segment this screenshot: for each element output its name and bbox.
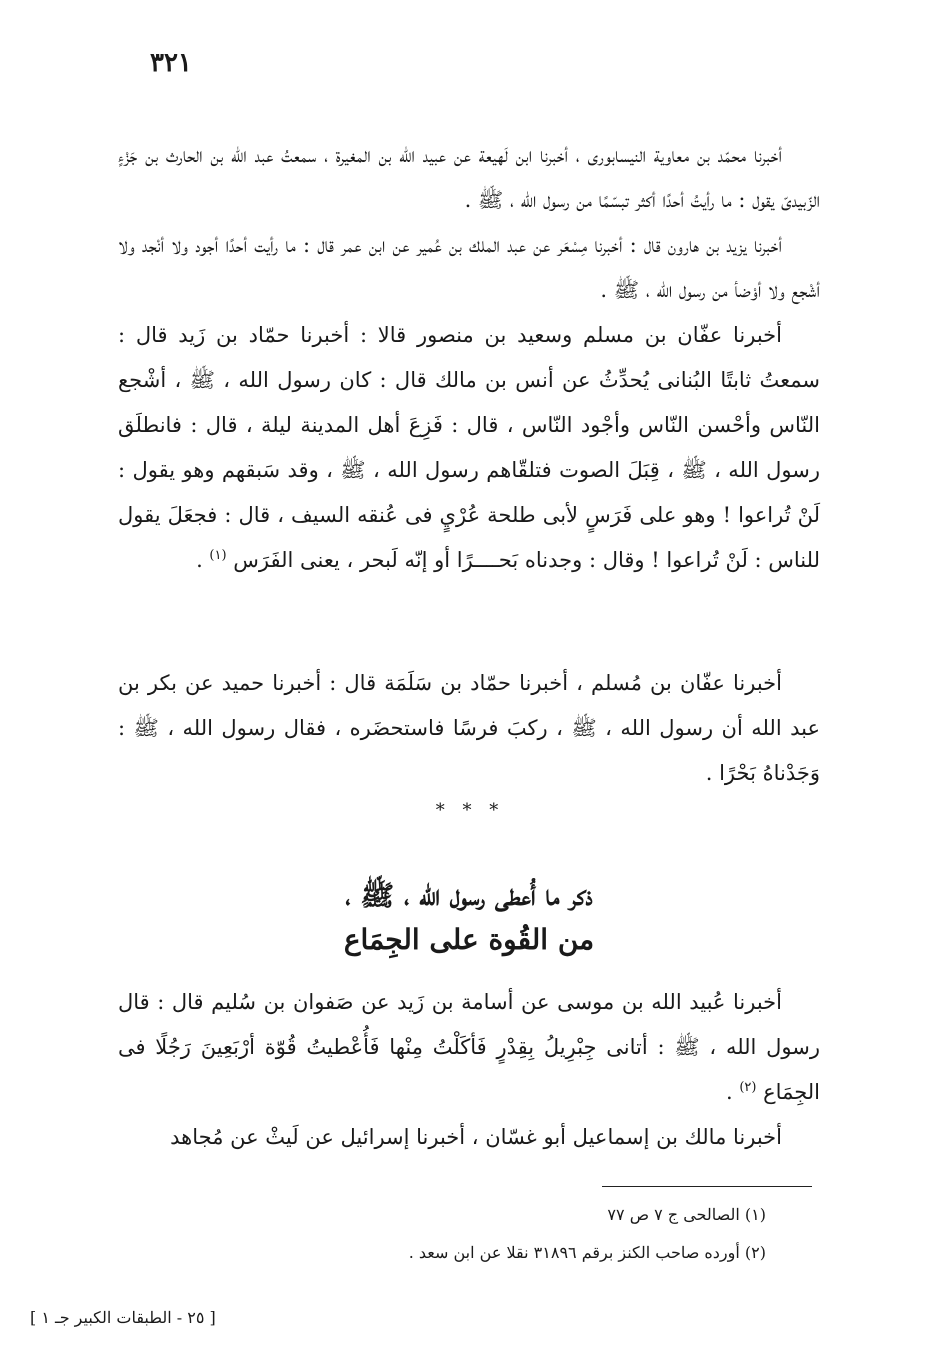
footnote-divider [602,1186,812,1187]
paragraph-text: أخبرنا عفّان بن مسلم وسعيد بن منصور قالا : أخبرنا حمّاد بن زَيد قال : سمعتُ ثابتًا البُنانى يُحدِّثُ عن أنس بن مالك قال : كان رسول الله ، ﷺ ، أشْجع النّاس وأحْسن النّاس وأجْود النّاس ، قال : فَزِعَ أهل المدينة ليلة ، قال : فانطلَق رسول الله ، ﷺ ، قِبَلَ الصوت فتلقّاهم رسول الله ، ﷺ ، وقد سَبقهم وهو يقول : لَنْ تُراعوا ! وهو على فَرَسٍ لأبى طلحة عُرْيٍ فى عُنقه السيف ، قال : فجعَلَ يقول للناس : لَنْ تُراعوا ! وقال : وجدناه بَحــــرًا أو إنّه لَبحر ، يعنى الفَرَس [118,323,820,572]
page-number: ٣٢١ [150,48,192,78]
section-ornament: * * * [435,800,505,821]
section-title [118,874,820,962]
sentence-end: . [725,1080,740,1104]
paragraph [118,980,820,1115]
footnote-ref-1: (١) [209,548,227,563]
sentence-end: . [196,548,210,572]
paragraph [118,313,820,583]
text-block-3 [118,980,820,1160]
section-title-line-1: ذكر ما أُعطى رسول الله ، ﷺ ، [345,879,593,912]
footnote-2: (٢) أورده صاحب الكنز برقم ٣١٨٩٦ نقلا عن ابن سعد . [408,1243,766,1262]
text-block-1 [118,133,820,583]
footnote-1: (١) الصالحى ج ٧ ص ٧٧ [607,1205,766,1224]
paragraph: أخبرنا عفّان بن مُسلم ، أخبرنا حمّاد بن سَلَمَة قال : أخبرنا حميد عن بكر بن عبد الله أن رسول الله ، ﷺ ، ركبَ فرسًا فاستحضَره ، فقال رسول الله ، ﷺ : وَجَدْناهُ بَحْرًا . [118,671,820,785]
footnotes [118,1196,820,1272]
paragraph-text: أخبرنا عُبيد الله بن موسى عن أسامة بن زَيد عن صَفوان بن سُليم قال : قال رسول الله ، ﷺ : أتانى جِبْرِيلُ بِقِدْرٍ فَأكَلْتُ مِنْها فَأُعْطيتُ قُوّة أرْبَعِينَ رَجُلًا فى الجِمَاع [118,990,820,1104]
text-block-2 [118,661,820,796]
paragraph: أخبرنا محمّد بن معاوية النيسابورى ، أخبرنا ابن لَهيعة عن عبيد الله بن المغيرة ، سمعتُ عبد الله بن الحارث بن جَزْءٍ الزّبيدىّ يقول : ما رأيتُ أحدًا أكثر تبسّمًا من رسول الله ، ﷺ . [118,143,820,212]
section-title-line-2: من القُوة على الجِمَاع [343,923,595,956]
footnote-ref-2: (٢) [739,1080,757,1095]
signature-mark: [ ٢٥ - الطبقات الكبير جـ ١ ] [30,1308,216,1327]
paragraph: أخبرنا مالك بن إسماعيل أبو غسّان ، أخبرنا إسرائيل عن لَيثْ عن مُجاهد [170,1125,782,1149]
paragraph: أخبرنا يزيد بن هارون قال : أخبرنا مِسْعَر عن عبد الملك بن عُمير عن ابن عمر قال : ما رأيت أحدًا أجود ولا أنْجد ولا أشْجع ولا أوْضأ من رسول الله ، ﷺ . [118,233,820,302]
